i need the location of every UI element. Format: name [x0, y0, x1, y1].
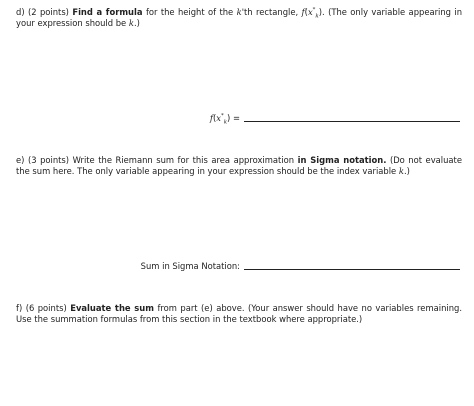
answer-d-f: f	[209, 113, 213, 123]
question-d-text: for the height of the	[145, 7, 234, 17]
question-d-label: d)	[16, 7, 25, 17]
variable-k: k	[236, 7, 242, 17]
question-e-label: e)	[16, 155, 25, 165]
question-d-bold-instruction: Find a formula	[72, 7, 143, 17]
question-e-text2: (Do not evaluate the sum here. The only variable appearing in your expression should be the index variable	[16, 155, 462, 176]
question-e-text1: Write the Riemann sum for this area approximation	[72, 155, 295, 165]
k-subscript: k	[315, 13, 319, 20]
answer-d-label-tail: ) =	[227, 113, 240, 123]
answer-e-row	[141, 261, 460, 272]
question-e-points: (3 points)	[27, 155, 70, 165]
answer-d-blank[interactable]	[244, 120, 460, 122]
variable-k-end: k	[128, 17, 134, 28]
question-e-variable-k: k	[398, 165, 404, 176]
answer-d-row	[210, 113, 460, 124]
answer-d-x: x	[216, 113, 221, 123]
question-d-points: (2 points)	[27, 7, 69, 17]
function-f: f	[301, 7, 305, 17]
answer-d-label: $f(x^*_k)$ =	[209, 113, 240, 126]
answer-e-label: Sum in Sigma Notation:	[140, 261, 240, 271]
variable-x: x	[307, 7, 313, 17]
answer-d-star: *	[220, 113, 224, 120]
question-f-points: (6 points)	[25, 303, 67, 313]
question-d-text-rect: 'th rectangle,	[241, 7, 299, 17]
answer-e-blank[interactable]	[244, 268, 460, 270]
question-e-end: .)	[403, 165, 410, 176]
answer-d-k: k	[223, 119, 228, 126]
question-f	[16, 303, 462, 324]
question-f-label: f)	[16, 303, 23, 313]
question-f-text: from part (e) above. (Your answer should have no variables remaining. Use the summation formulas from this section in the textbook where appropriate.)	[16, 303, 462, 324]
star-superscript: *	[312, 7, 316, 14]
question-f-bold-instruction: Evaluate the sum	[70, 303, 154, 313]
question-e	[16, 155, 462, 176]
question-e-bold-instruction: in Sigma notation.	[297, 155, 387, 165]
question-d-end: .)	[133, 17, 140, 28]
question-d: d) (2 points) Find a formula for the height of the k'th rectangle, $f(x^*_k)$. (The only variable appearing in your expression should be k.)	[16, 7, 463, 28]
question-d-text-after: . (The only variable appearing in your expression should be	[16, 7, 463, 28]
